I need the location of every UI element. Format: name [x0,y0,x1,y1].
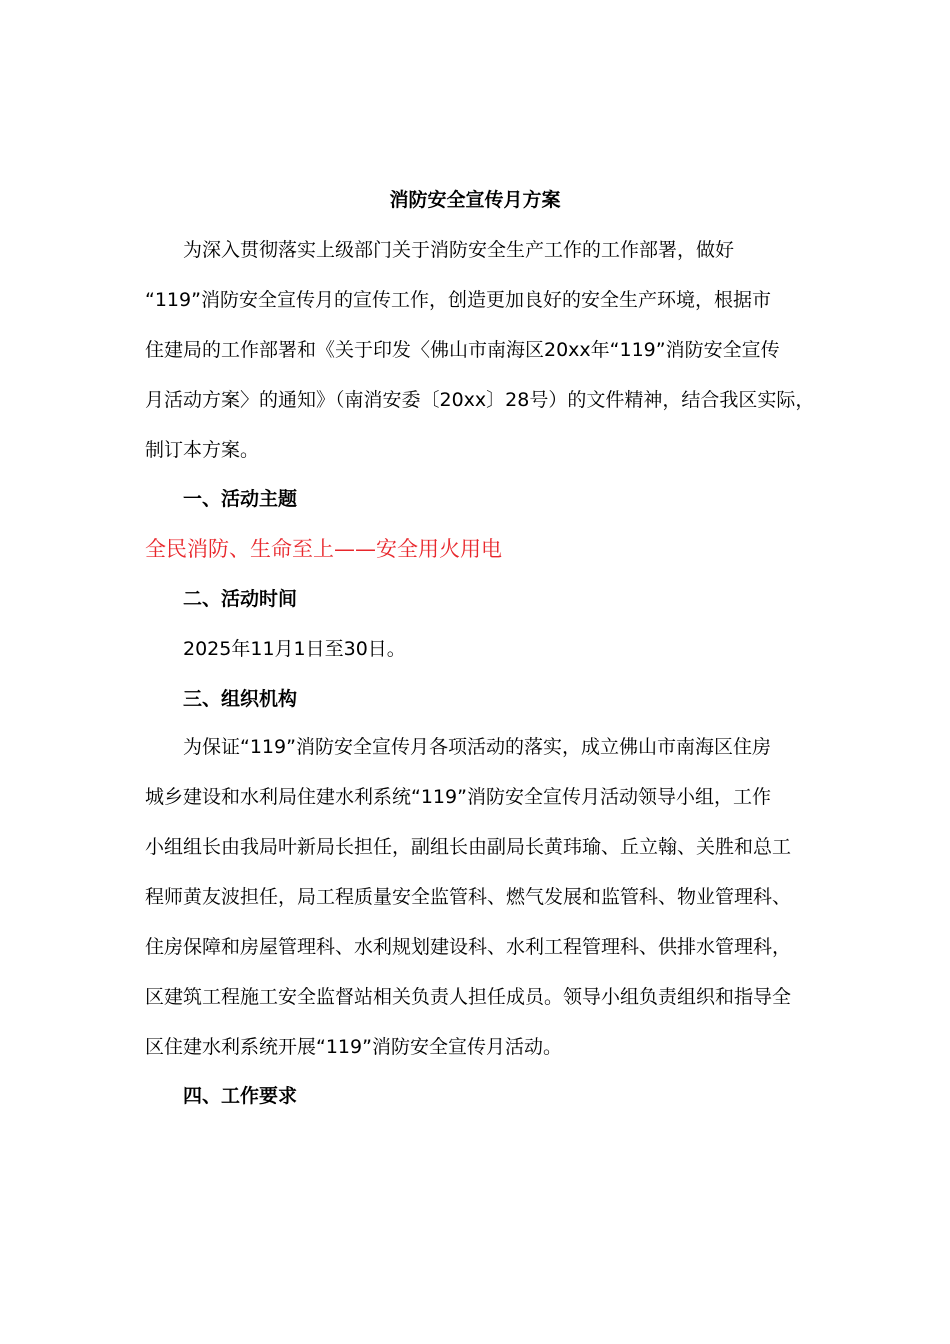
org-line: 程师黄友波担任，局工程质量安全监管科、燃气发展和监管科、物业管理科、 [145,886,792,908]
org-line: 住房保障和房屋管理科、水利规划建设科、水利工程管理科、供排水管理科， [145,936,792,958]
org-line: 小组组长由我局叶新局长担任，副组长由副局长黄玮瑜、丘立翰、关胜和总工 [145,836,792,858]
org-line: 为保证“119”消防安全宣传月各项活动的落实，成立佛山市南海区住房 [183,736,771,758]
section-heading-time: 二、活动时间 [183,588,298,610]
intro-line: 制订本方案。 [145,439,260,461]
organization-paragraph [145,722,825,1072]
section-heading-organization: 三、组织机构 [183,688,298,710]
intro-line: “119”消防安全宣传月的宣传工作，创造更加良好的安全生产环境，根据市 [145,289,771,311]
document-title: 消防安全宣传月方案 [389,189,561,211]
activity-theme: 全民消防、生命至上——安全用火用电 [145,537,502,561]
org-line: 区住建水利系统开展“119”消防安全宣传月活动。 [145,1036,562,1058]
section-heading-theme: 一、活动主题 [183,488,298,510]
intro-line: 住建局的工作部署和《关于印发〈佛山市南海区20xx年“119”消防安全宣传 [145,339,780,361]
org-line: 城乡建设和水利局住建水利系统“119”消防安全宣传月活动领导小组，工作 [145,786,771,808]
intro-paragraph [145,225,825,475]
activity-time: 2025年11月1日至30日。 [183,638,406,660]
section-heading-requirements: 四、工作要求 [183,1085,298,1107]
org-line: 区建筑工程施工安全监督站相关负责人担任成员。领导小组负责组织和指导全 [145,986,792,1008]
intro-line: 月活动方案〉的通知》（南消安委〔20xx〕28号）的文件精神，结合我区实际， [145,389,815,411]
intro-line: 为深入贯彻落实上级部门关于消防安全生产工作的工作部署，做好 [183,239,735,261]
